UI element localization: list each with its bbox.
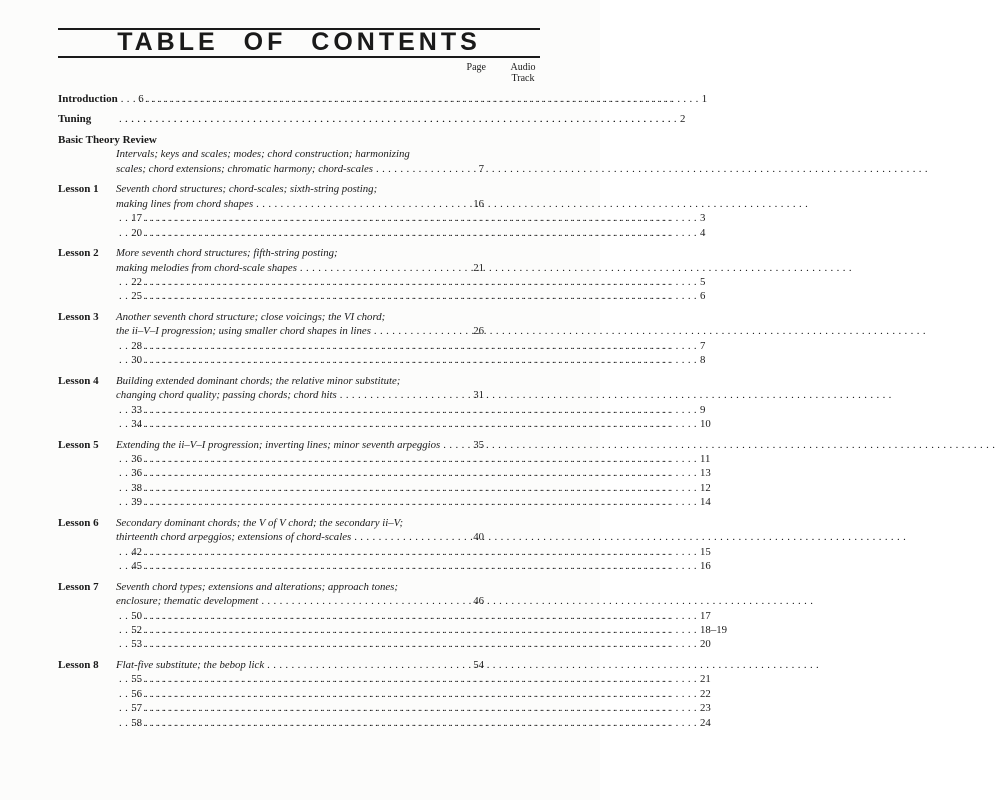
page-track-zone [142, 226, 705, 240]
toc-row-label: Lesson 7 [58, 580, 99, 593]
page-number: 38 [131, 481, 142, 494]
toc-row [58, 672, 711, 686]
toc-row [58, 495, 711, 509]
toc-row-label: Lesson 6 [58, 516, 99, 529]
toc-row [58, 261, 540, 275]
page-track-zone [142, 637, 711, 651]
dot-leader [142, 495, 700, 509]
dot-leader [484, 261, 540, 275]
dot-leader [142, 289, 700, 303]
page-track-zone [142, 716, 711, 730]
toc-entry-text: the ii–V–I progression; using smaller chord shapes in lines [116, 325, 371, 338]
dot-leader [484, 530, 540, 544]
toc-row-label [58, 623, 116, 637]
toc-row [58, 481, 711, 495]
toc-row [58, 246, 540, 260]
dot-leader [142, 687, 700, 701]
audio-track-number: 3 [700, 212, 706, 225]
page-track-zone [484, 658, 540, 672]
toc-row [58, 609, 711, 623]
toc-row-label [58, 197, 116, 211]
toc-entry-text: scales; chord extensions; chromatic harmony; chord-scales [116, 162, 373, 175]
page-number: 28 [131, 339, 142, 352]
toc-row-label [58, 353, 116, 367]
page-track-zone [144, 92, 707, 106]
toc-entry-text: changing chord quality; passing chords; chord hits [116, 389, 337, 402]
toc-entry-text: Extending the ii–V–I progression; inverting lines; minor seventh arpeggios [116, 438, 441, 451]
toc-entry-text: Building extended dominant chords; the relative minor substitute; [116, 374, 401, 387]
toc-rows [58, 92, 728, 730]
toc-row [58, 637, 711, 651]
page-track-zone [484, 310, 540, 324]
toc-row [58, 226, 706, 240]
dot-leader [484, 438, 540, 452]
toc-row [58, 623, 728, 637]
dot-leader [377, 182, 484, 196]
toc-row-label [58, 452, 116, 466]
dot-leader [258, 594, 464, 608]
toc-entry-text: making lines from chord shapes [116, 197, 254, 210]
toc-row-label [58, 466, 116, 480]
page-track-zone [484, 182, 540, 196]
toc-row-label [58, 495, 116, 509]
page-track-zone [484, 374, 540, 388]
page-track-zone [142, 481, 711, 495]
toc-row-label [58, 289, 116, 303]
page-track-zone [142, 701, 711, 715]
toc-row [58, 339, 706, 353]
audio-track-number: 15 [700, 545, 711, 558]
toc-row [58, 182, 540, 196]
dot-leader [142, 211, 700, 225]
page-track-zone [142, 289, 705, 303]
toc-row [58, 516, 540, 530]
toc-entry-text: enclosure; thematic development [116, 595, 259, 608]
page-number: 25 [131, 290, 142, 303]
audio-track-number: 12 [700, 481, 711, 494]
page-track-zone [142, 672, 711, 686]
toc-row [58, 701, 711, 715]
toc-row-label [58, 716, 116, 730]
dot-leader [484, 162, 540, 176]
toc-row [58, 658, 540, 672]
toc-row [58, 211, 706, 225]
page-number: 57 [131, 702, 142, 715]
page-number: 7 [478, 162, 484, 175]
toc-row-label [58, 481, 116, 495]
page-number: 52 [131, 623, 142, 636]
toc-row-label [58, 609, 116, 623]
toc-row-label: Introduction [58, 93, 118, 105]
audio-track-column-header [506, 63, 540, 84]
dot-leader [142, 545, 700, 559]
toc-entry-text: Seventh chord structures; chord-scales; sixth-string posting; [116, 183, 378, 196]
toc-row-label: Lesson 1 [58, 183, 99, 196]
dot-leader [142, 339, 700, 353]
toc-row-label [58, 339, 116, 353]
page-number: 50 [131, 609, 142, 622]
page-number: 36 [131, 467, 142, 480]
page-track-zone [142, 623, 727, 637]
page-track-zone [484, 162, 540, 176]
toc-row-label [58, 672, 116, 686]
audio-track-number: 20 [700, 638, 711, 651]
audio-track-number: 1 [701, 93, 708, 105]
dot-leader [142, 623, 700, 637]
dot-leader [142, 403, 700, 417]
toc-row-label [58, 403, 116, 417]
toc-row-label [58, 261, 116, 275]
page-track-zone [142, 559, 711, 573]
toc-row [58, 545, 711, 559]
audio-track-number: 4 [700, 226, 706, 239]
toc-row-label: Lesson 8 [58, 658, 99, 671]
dot-leader [373, 162, 464, 176]
page-number: 26 [473, 325, 484, 338]
toc-row [58, 716, 711, 730]
page-number: 6 [138, 93, 144, 105]
toc-row-label: Lesson 3 [58, 310, 99, 323]
page-number: 16 [473, 197, 484, 210]
toc-row-label [58, 594, 116, 608]
toc-row [58, 417, 711, 431]
title-banner [58, 28, 540, 58]
audio-column-label-line2: Track [511, 72, 535, 84]
page-number: 31 [473, 389, 484, 402]
dot-leader [484, 182, 540, 196]
dot-leader [484, 147, 540, 161]
page-track-zone [484, 580, 540, 594]
dot-leader [142, 226, 700, 240]
toc-row [58, 687, 711, 701]
page-track-zone [484, 530, 540, 544]
page-number: 35 [473, 438, 484, 451]
dot-leader [122, 112, 680, 126]
toc-row [58, 559, 711, 573]
page-number: 21 [473, 261, 484, 274]
page-track-zone [122, 112, 685, 126]
page-track-zone [142, 275, 705, 289]
dot-leader [142, 275, 700, 289]
audio-track-number: 14 [700, 496, 711, 509]
page-number: 36 [131, 452, 142, 465]
toc-row-label [58, 701, 116, 715]
toc-entry-text: Secondary dominant chords; the V of V chord; the secondary ii–V; [116, 516, 404, 529]
page-track-zone [142, 353, 705, 367]
toc-row-label [58, 324, 116, 338]
page-number: 46 [473, 595, 484, 608]
page-number: 54 [473, 658, 484, 671]
dot-leader [142, 452, 700, 466]
audio-track-number: 10 [700, 418, 711, 431]
toc-row-label [58, 211, 116, 225]
page-track-zone [484, 133, 540, 147]
dot-leader [484, 133, 540, 147]
toc-entry-text: Flat-five substitute; the bebop lick [116, 658, 265, 671]
toc-row-label: Tuning [58, 113, 92, 126]
page-number: 53 [131, 638, 142, 651]
page-number: 39 [131, 496, 142, 509]
audio-track-number: 22 [700, 687, 711, 700]
page-track-zone [484, 516, 540, 530]
toc-row-label [58, 417, 116, 431]
toc-entry-text: More seventh chord structures; fifth-string posting; [116, 247, 338, 260]
toc-row-label [58, 687, 116, 701]
page-number: 55 [131, 673, 142, 686]
toc-row [58, 147, 540, 161]
toc-row-label [58, 559, 116, 573]
dot-leader [484, 197, 540, 211]
page-track-zone [142, 466, 711, 480]
toc-row [58, 133, 540, 147]
page-title: TABLE OF CONTENTS [117, 28, 481, 56]
audio-track-number: 13 [700, 467, 711, 480]
page-track-zone [142, 609, 711, 623]
toc-row-label: Lesson 5 [58, 438, 99, 451]
dot-leader [351, 530, 464, 544]
toc-row [58, 197, 540, 211]
dot-leader [144, 92, 702, 106]
toc-row-label [58, 388, 116, 402]
toc-row [58, 388, 540, 402]
dot-leader [400, 374, 484, 388]
audio-column-label-line1: Audio [510, 62, 536, 73]
toc-row [58, 162, 540, 176]
toc-row [58, 289, 706, 303]
page-track-zone [142, 211, 705, 225]
toc-row [58, 466, 711, 480]
toc-row-label [58, 545, 116, 559]
toc-entry-text: Seventh chord types; extensions and alterations; approach tones; [116, 580, 398, 593]
dot-leader [403, 516, 484, 530]
page-number: 56 [131, 687, 142, 700]
page-number: 58 [131, 716, 142, 729]
page-number: 17 [131, 212, 142, 225]
page-track-zone [484, 388, 540, 402]
dot-leader [142, 353, 700, 367]
toc-row-label [58, 275, 116, 289]
toc-row [58, 530, 540, 544]
page-number: 20 [131, 226, 142, 239]
dot-leader [264, 658, 464, 672]
dot-leader [484, 594, 540, 608]
audio-track-number: 2 [680, 113, 686, 126]
page-number: 34 [131, 418, 142, 431]
dot-leader [484, 516, 540, 530]
dot-leader [484, 388, 540, 402]
dot-leader [484, 374, 540, 388]
column-headers [58, 63, 540, 84]
page-track-zone [484, 324, 540, 338]
dot-leader [142, 716, 700, 730]
toc-row [58, 112, 686, 126]
toc-row [58, 580, 540, 594]
audio-track-number: 6 [700, 290, 706, 303]
dot-leader [337, 388, 464, 402]
dot-leader [253, 197, 464, 211]
toc-row [58, 92, 708, 106]
page-number: 42 [131, 545, 142, 558]
audio-track-number: 17 [700, 609, 711, 622]
page-track-zone [484, 246, 540, 260]
dot-leader [484, 658, 540, 672]
dot-leader [157, 133, 484, 147]
toc-row [58, 594, 540, 608]
dot-leader [338, 246, 484, 260]
toc-row-label [58, 637, 116, 651]
toc-entry-text: Intervals; keys and scales; modes; chord construction; harmonizing [116, 148, 410, 161]
toc-row [58, 403, 706, 417]
dot-leader [410, 147, 484, 161]
toc-row [58, 353, 706, 367]
dot-leader [484, 310, 540, 324]
toc-row-label: Lesson 4 [58, 374, 99, 387]
page-track-zone [142, 495, 711, 509]
toc-row-label [58, 162, 116, 176]
page-number: 33 [131, 403, 142, 416]
toc-row [58, 324, 540, 338]
dot-leader [484, 246, 540, 260]
dot-leader [142, 701, 700, 715]
page-track-zone [484, 197, 540, 211]
dot-leader [440, 438, 464, 452]
page-track-zone [484, 438, 540, 452]
toc-row [58, 438, 540, 452]
dot-leader [398, 580, 484, 594]
toc-row-label: Basic Theory Review [58, 133, 157, 146]
page-track-zone [142, 403, 705, 417]
page-track-zone [484, 147, 540, 161]
audio-track-number: 23 [700, 702, 711, 715]
toc-row [58, 310, 540, 324]
dot-leader [142, 609, 700, 623]
page-track-zone [142, 339, 705, 353]
page-number: 45 [131, 560, 142, 573]
page-column-header: Page [466, 62, 486, 73]
page-number: 40 [473, 531, 484, 544]
audio-track-number: 16 [700, 560, 711, 573]
dot-leader [142, 559, 700, 573]
dot-leader [142, 466, 700, 480]
page-track-zone [142, 452, 710, 466]
dot-leader [297, 261, 464, 275]
toc-row [58, 452, 711, 466]
page-track-zone [484, 261, 540, 275]
toc-entry-text: thirteenth chord arpeggios; extensions of chord-scales [116, 531, 352, 544]
page-track-zone [142, 417, 711, 431]
toc-entry-text: making melodies from chord-scale shapes [116, 261, 297, 274]
dot-leader [142, 637, 700, 651]
audio-track-number: 5 [700, 275, 706, 288]
toc-row-label [58, 147, 116, 161]
audio-track-number: 11 [700, 452, 711, 465]
page-number: 30 [131, 354, 142, 367]
toc-row-label [58, 226, 116, 240]
audio-track-number: 9 [700, 403, 706, 416]
dot-leader [371, 324, 464, 338]
dot-leader [385, 310, 484, 324]
audio-track-number: 24 [700, 716, 711, 729]
toc-row-label [58, 530, 116, 544]
dot-leader [142, 481, 700, 495]
audio-track-number: 7 [700, 339, 706, 352]
page-track-zone [142, 545, 711, 559]
audio-track-number: 18–19 [700, 623, 728, 636]
page-number: 22 [131, 275, 142, 288]
dot-leader [484, 324, 540, 338]
page-track-zone [142, 687, 711, 701]
audio-track-number: 21 [700, 673, 711, 686]
toc-row-label: Lesson 2 [58, 247, 99, 260]
dot-leader [142, 417, 700, 431]
toc-row [58, 374, 540, 388]
toc-entry-text: Another seventh chord structure; close voicings; the VI chord; [116, 310, 386, 323]
dot-leader [484, 580, 540, 594]
dot-leader [142, 672, 700, 686]
audio-track-number: 8 [700, 354, 706, 367]
toc-row [58, 275, 706, 289]
page-track-zone [484, 594, 540, 608]
